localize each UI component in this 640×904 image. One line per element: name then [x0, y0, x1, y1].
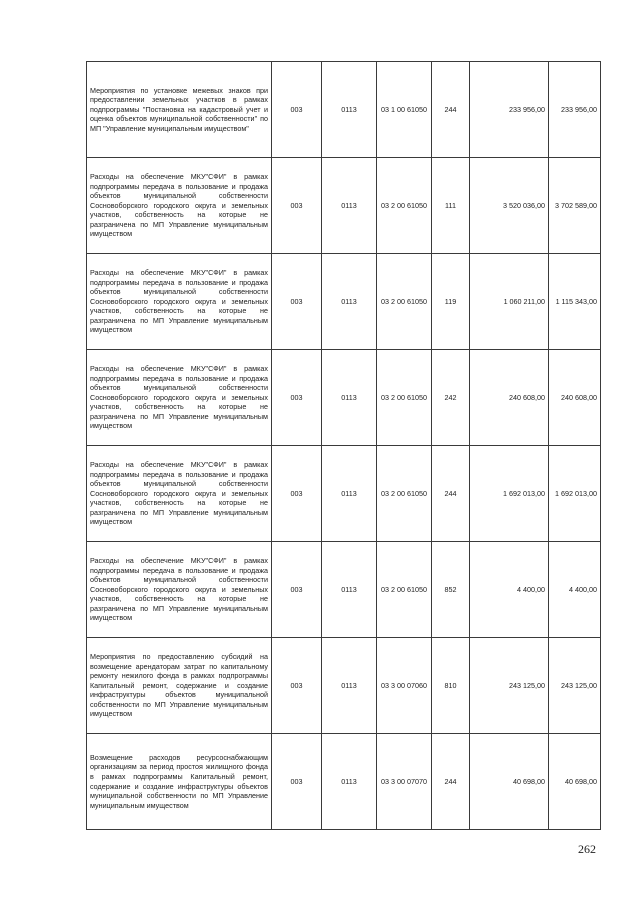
- target-article-code: 03 2 00 61050: [377, 158, 432, 254]
- section-code: 0113: [322, 638, 377, 734]
- page-number: 262: [578, 842, 596, 856]
- amount-year-1: 1 692 013,00: [470, 446, 549, 542]
- table-row: [87, 158, 601, 254]
- row-description: Возмещение расходов ресурсоснабжающим организациям за период простоя жилищного фонда в рамках подпрограммы Капитальный ремонт, содержание и создание инфраструктуры объектов муниципальной собственности по МП Управление муниципальным имуществом: [87, 734, 272, 830]
- section-code: 0113: [322, 62, 377, 158]
- amount-year-2: 240 608,00: [549, 350, 601, 446]
- section-code: 0113: [322, 254, 377, 350]
- expense-type-code: 244: [432, 734, 470, 830]
- row-description: Расходы на обеспечение МКУ"СФИ" в рамках подпрограммы передача в пользование и продажа объектов муниципальной собственности Сосновоборского городского округа и земельных участков, собственность на которые не разграничена по МП Управление муниципальным имуществом: [87, 254, 272, 350]
- department-code: 003: [272, 350, 322, 446]
- amount-year-1: 1 060 211,00: [470, 254, 549, 350]
- expense-type-code: 852: [432, 542, 470, 638]
- table-row: [87, 446, 601, 542]
- amount-year-1: 4 400,00: [470, 542, 549, 638]
- amount-year-2: 3 702 589,00: [549, 158, 601, 254]
- table-row: [87, 542, 601, 638]
- department-code: 003: [272, 158, 322, 254]
- target-article-code: 03 2 00 61050: [377, 542, 432, 638]
- target-article-code: 03 2 00 61050: [377, 254, 432, 350]
- amount-year-2: 4 400,00: [549, 542, 601, 638]
- department-code: 003: [272, 638, 322, 734]
- section-code: 0113: [322, 350, 377, 446]
- expense-type-code: 111: [432, 158, 470, 254]
- amount-year-1: 243 125,00: [470, 638, 549, 734]
- expense-type-code: 242: [432, 350, 470, 446]
- amount-year-2: 1 692 013,00: [549, 446, 601, 542]
- row-description: Расходы на обеспечение МКУ"СФИ" в рамках подпрограммы передача в пользование и продажа объектов муниципальной собственности Сосновоборского городского округа и земельных участков, собственность на которые не разграничена по МП Управление муниципальным имуществом: [87, 158, 272, 254]
- department-code: 003: [272, 62, 322, 158]
- row-description: Мероприятия по предоставлению субсидий на возмещение арендаторам затрат по капитальному ремонту нежилого фонда в рамках подпрограммы Капитальный ремонт, содержание и создание инфраструктуры объектов муниципальной собственности по МП Управление муниципальным имуществом: [87, 638, 272, 734]
- target-article-code: 03 3 00 07060: [377, 638, 432, 734]
- table-row: [87, 62, 601, 158]
- table-body: [87, 62, 601, 830]
- section-code: 0113: [322, 542, 377, 638]
- amount-year-1: 233 956,00: [470, 62, 549, 158]
- amount-year-2: 233 956,00: [549, 62, 601, 158]
- budget-table: [86, 61, 601, 830]
- amount-year-1: 240 608,00: [470, 350, 549, 446]
- table-row: [87, 638, 601, 734]
- row-description: Расходы на обеспечение МКУ"СФИ" в рамках подпрограммы передача в пользование и продажа объектов муниципальной собственности Сосновоборского городского округа и земельных участков, собственность на которые не разграничена по МП Управление муниципальным имуществом: [87, 542, 272, 638]
- section-code: 0113: [322, 158, 377, 254]
- target-article-code: 03 2 00 61050: [377, 446, 432, 542]
- table-row: [87, 254, 601, 350]
- row-description: Расходы на обеспечение МКУ"СФИ" в рамках подпрограммы передача в пользование и продажа объектов муниципальной собственности Сосновоборского городского округа и земельных участков, собственность на которые не разграничена по МП Управление муниципальным имуществом: [87, 446, 272, 542]
- target-article-code: 03 1 00 61050: [377, 62, 432, 158]
- expense-type-code: 810: [432, 638, 470, 734]
- expense-type-code: 244: [432, 62, 470, 158]
- expense-type-code: 244: [432, 446, 470, 542]
- department-code: 003: [272, 542, 322, 638]
- table-row: [87, 350, 601, 446]
- amount-year-2: 40 698,00: [549, 734, 601, 830]
- table-row: [87, 734, 601, 830]
- target-article-code: 03 2 00 61050: [377, 350, 432, 446]
- row-description: Расходы на обеспечение МКУ"СФИ" в рамках подпрограммы передача в пользование и продажа объектов муниципальной собственности Сосновоборского городского округа и земельных участков, собственность на которые не разграничена по МП Управление муниципальным имуществом: [87, 350, 272, 446]
- expense-type-code: 119: [432, 254, 470, 350]
- amount-year-2: 1 115 343,00: [549, 254, 601, 350]
- section-code: 0113: [322, 734, 377, 830]
- department-code: 003: [272, 734, 322, 830]
- section-code: 0113: [322, 446, 377, 542]
- target-article-code: 03 3 00 07070: [377, 734, 432, 830]
- amount-year-1: 40 698,00: [470, 734, 549, 830]
- department-code: 003: [272, 254, 322, 350]
- department-code: 003: [272, 446, 322, 542]
- amount-year-1: 3 520 036,00: [470, 158, 549, 254]
- row-description: Мероприятия по установке межевых знаков при предоставлении земельных участков в рамках подпрограммы "Постановка на кадастровый учет и оценка объектов муниципальной собственности" по МП "Управление муниципальным имуществом": [87, 62, 272, 158]
- amount-year-2: 243 125,00: [549, 638, 601, 734]
